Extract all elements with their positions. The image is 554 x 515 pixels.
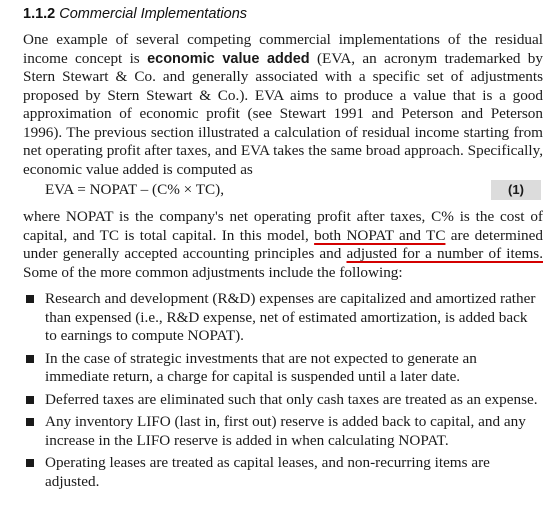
list-item: [23, 290, 543, 346]
list-item-text: Operating leases are treated as capital leases, and non-recurring items are adjusted.: [45, 454, 490, 490]
para2-part3: Some of the more common adjustments include the following:: [23, 263, 403, 281]
underlined-phrase-adjusted: adjusted for a number of items.: [346, 245, 543, 262]
list-item-text: Deferred taxes are eliminated such that only cash taxes are treated as an expense.: [45, 390, 538, 408]
list-item-text: In the case of strategic investments that are not expected to generate an immediate return, a charge for capital is suspended until a later date.: [45, 349, 477, 385]
bullet-square-icon: [26, 418, 34, 426]
section-heading: [23, 6, 247, 22]
list-item: [23, 350, 543, 387]
list-item-text: Any inventory LIFO (last in, first out) reserve is added back to capital, and any increase in the LIFO reserve is added in when calculating NOPAT.: [45, 413, 526, 449]
list-item: [23, 391, 543, 410]
definition-paragraph: [23, 208, 543, 282]
adjustments-list: [23, 290, 543, 495]
equation-number: (1): [491, 180, 541, 200]
section-title: Commercial Implementations: [59, 6, 248, 22]
list-item: [23, 413, 543, 450]
underlined-phrase-nopat-tc: both NOPAT and TC: [314, 226, 446, 244]
section-number: 1.1.2: [23, 6, 56, 22]
bullet-square-icon: [26, 355, 34, 363]
bullet-square-icon: [26, 295, 34, 303]
term-economic-value-added: economic value added: [147, 50, 310, 67]
intro-paragraph: [23, 31, 543, 179]
para2-part1: where NOPAT is the company's net operating profit after taxes, C% is the cost of capital, and TC is total capital. In this model,: [23, 208, 543, 244]
para1-text-after: (EVA, an acronym trademarked by Stern Stewart & Co. and generally associated with a specific set of adjustments proposed by Stern Stewart & Co.). EVA aims to produce a value that is a good approximation of economic profit (see Stewart 1991 and Peterson and Peterson 1996). The previous section illustrated a calculation of residual income starting from net operating profit after taxes, and EVA takes the same broad approach. Specifically, economic value added is computed as: [23, 49, 543, 178]
para2-part2: are determined under generally accepted accounting principles and: [23, 226, 543, 262]
list-item: [23, 454, 543, 491]
list-item-text: Research and development (R&D) expenses are capitalized and amortized rather than expensed (i.e., R&D expense, net of estimated amortization, is added back to earnings to compute NOPAT).: [45, 290, 536, 344]
para1-text-before: One example of several competing commercial implementations of the residual income concept is: [23, 31, 543, 67]
bullet-square-icon: [26, 396, 34, 404]
bullet-square-icon: [26, 459, 34, 467]
eva-equation: EVA = NOPAT – (C% × TC),: [45, 181, 225, 198]
